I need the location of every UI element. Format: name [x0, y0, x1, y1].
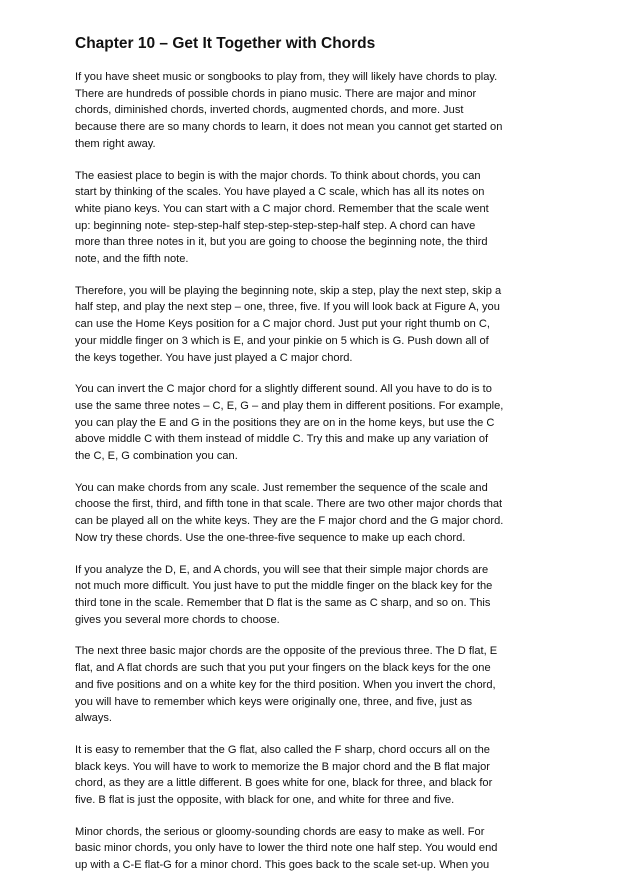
text-line: you will have to remember which keys were originally one, three, and five, just as — [75, 695, 473, 708]
paragraph — [75, 381, 569, 465]
text-line: The easiest place to begin is with the major chords. To think about chords, you can — [75, 169, 481, 182]
text-line: choose the first, third, and fifth tone in that scale. There are two other major chords that — [75, 498, 503, 511]
text-line: not much more difficult. You just have to put the middle finger on the black key for the — [75, 580, 493, 593]
text-line: The next three basic major chords are the opposite of the previous three. The D flat, E — [75, 645, 498, 658]
text-line: up: beginning note- step-step-half step-step-step-step-half step. A chord can have — [75, 219, 476, 232]
text-line: white piano keys. You can start with a C major chord. Remember that the scale went — [75, 202, 489, 215]
text-line: the keys together. You have just played a C major chord. — [75, 351, 353, 364]
text-line: your middle finger on 3 which is E, and your pinkie on 5 which is G. Push down all of — [75, 334, 489, 347]
paragraph — [75, 480, 569, 547]
paragraph — [75, 562, 569, 629]
text-line: above middle C with them instead of middle C. Try this and make up any variation of — [75, 433, 489, 446]
chapter-title: Chapter 10 – Get It Together with Chords — [75, 35, 376, 52]
text-line: flat, and A flat chords are such that you put your fingers on the black keys for the one — [75, 662, 491, 675]
text-line: If you analyze the D, E, and A chords, you will see that their simple major chords are — [75, 563, 489, 576]
text-line: five. B flat is just the opposite, with black for one, and white for three and five. — [75, 794, 455, 807]
text-line: and five positions and on a white key for the third position. When you invert the chord, — [75, 678, 496, 691]
text-line: black keys. You will have to work to memorize the B major chord and the B flat major — [75, 760, 490, 773]
paragraph — [75, 283, 569, 367]
text-line: can use the Home Keys position for a C major chord. Just put your right thumb on C, — [75, 318, 490, 331]
text-line: chord, as they are a little different. B goes white for one, black for three, and black for — [75, 777, 493, 790]
paragraph — [75, 824, 569, 874]
text-line: always. — [75, 712, 112, 725]
text-line: half step, and play the next step – one, three, five. If you will look back at Figure A, you — [75, 301, 500, 314]
paragraph — [75, 643, 569, 727]
text-line: the C, E, G combination you can. — [75, 450, 238, 463]
text-line: It is easy to remember that the G flat, also called the F sharp, chord occurs all on the — [75, 743, 490, 756]
text-line: can be played all on the white keys. They are the F major chord and the G major chord. — [75, 515, 504, 528]
text-line: You can invert the C major chord for a slightly different sound. All you have to do is to — [75, 383, 492, 396]
text-line: more than three notes in it, but you are going to choose the beginning note, the third — [75, 236, 488, 249]
text-line: chords, diminished chords, inverted chords, augmented chords, and more. Just — [75, 104, 464, 117]
text-line: You can make chords from any scale. Just remember the sequence of the scale and — [75, 481, 488, 494]
text-line: gives you several more chords to choose. — [75, 613, 280, 626]
text-line: you can play the E and G in the positions they are on in the home keys, but use the C — [75, 416, 495, 429]
text-line: up with a C-E flat-G for a minor chord. This goes back to the scale set-up. When you — [75, 859, 490, 872]
paragraph — [75, 742, 569, 809]
text-line: Now try these chords. Use the one-three-five sequence to make up each chord. — [75, 531, 466, 544]
paragraph — [75, 69, 569, 153]
page-content — [75, 34, 569, 889]
text-line: Therefore, you will be playing the beginning note, skip a step, play the next step, skip a — [75, 284, 502, 297]
text-line: basic minor chords, you only have to lower the third note one half step. You would end — [75, 842, 498, 855]
text-line: start by thinking of the scales. You have played a C scale, which has all its notes on — [75, 186, 485, 199]
text-line: There are hundreds of possible chords in piano music. There are major and minor — [75, 87, 477, 100]
text-line: third tone in the scale. Remember that D flat is the same as C sharp, and so on. This — [75, 596, 491, 609]
text-line: them right away. — [75, 137, 156, 150]
body-text — [75, 69, 569, 874]
text-line: use the same three notes – C, E, G – and play them in different positions. For example, — [75, 399, 504, 412]
text-line: Minor chords, the serious or gloomy-sounding chords are easy to make as well. For — [75, 825, 485, 838]
text-line: note, and the fifth note. — [75, 253, 189, 266]
text-line: If you have sheet music or songbooks to play from, they will likely have chords to play. — [75, 71, 498, 83]
paragraph — [75, 168, 569, 268]
text-line: because there are so many chords to learn, it does not mean you cannot get started on — [75, 121, 503, 134]
